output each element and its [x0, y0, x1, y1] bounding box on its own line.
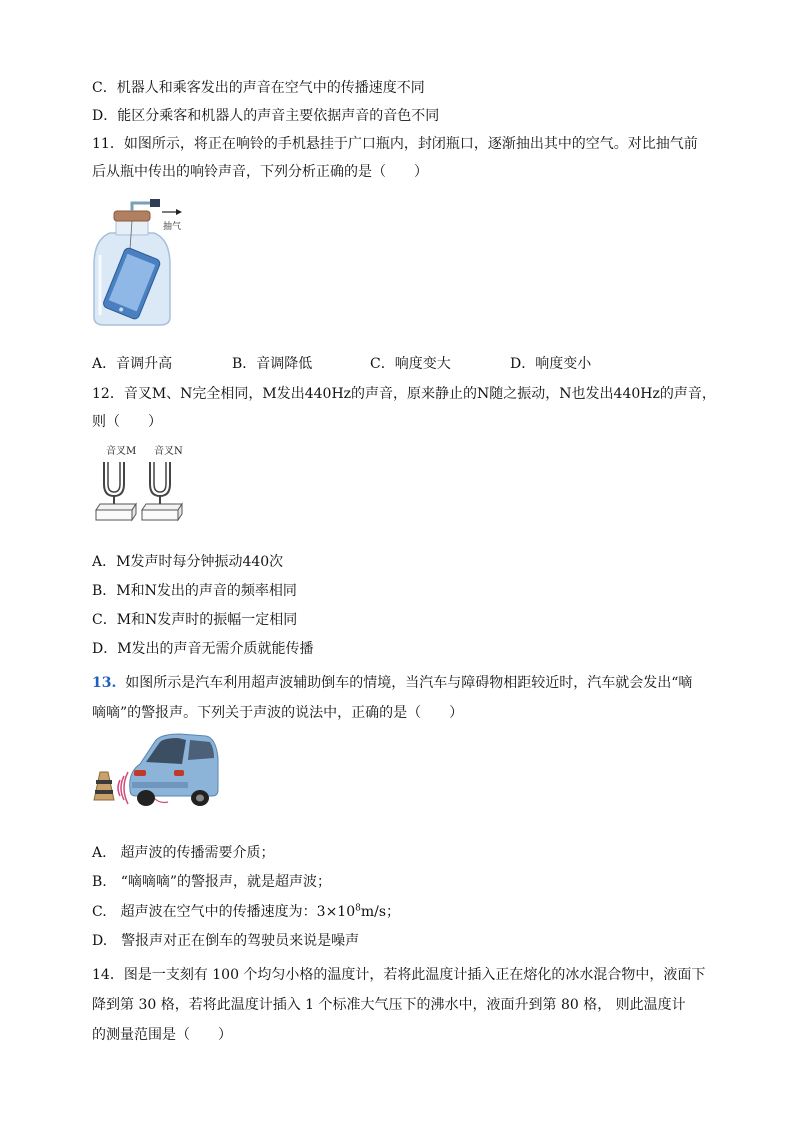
q12-stem-line2: 则（ ）: [92, 414, 162, 430]
q11-option-d: D．响度变小: [510, 356, 592, 372]
q11-stem-line1: 11．如图所示，将正在响铃的手机悬挂于广口瓶内，封闭瓶口，逐渐抽出其中的空气。对比抽气前: [92, 136, 698, 152]
q10-option-c: C．机器人和乘客发出的声音在空气中的传播速度不同: [92, 80, 425, 96]
q13-number: 13.: [92, 675, 117, 691]
fork-n-label: 音叉N: [154, 446, 183, 457]
q12-option-d: D．M发出的声音无需介质就能传播: [92, 641, 314, 657]
q13-stem-line2: 嘀嘀”的警报声。下列关于声波的说法中，正确的是（ ）: [92, 705, 464, 721]
tuning-forks-figure: [92, 442, 192, 526]
q13-option-a: A. 超声波的传播需要介质；: [92, 845, 275, 861]
q13-option-c-exponent: 8: [355, 903, 361, 914]
q13-option-c: [92, 902, 400, 922]
q11-option-b: B．音调降低: [232, 356, 313, 372]
fork-m-label: 音叉M: [106, 446, 137, 457]
q10-option-d: D．能区分乘客和机器人的声音主要依据声音的音色不同: [92, 108, 440, 124]
q13-option-d: D. 警报声对正在倒车的驾驶员来说是噪声: [92, 933, 360, 949]
q14-stem-line3: 的测量范围是（ ）: [92, 1027, 232, 1043]
q13-stem-line1: [92, 673, 692, 693]
q12-stem-line1: 12．音叉M、N完全相同，M发出440Hz的声音，原来静止的N随之振动，N也发出440Hz的声音，: [92, 386, 716, 402]
q11-option-c: C．响度变大: [370, 356, 451, 372]
q11-stem-line2: 后从瓶中传出的响铃声音，下列分析正确的是（ ）: [92, 164, 428, 180]
q13-option-c-unit: m/s；: [360, 904, 401, 920]
q13-stem-text: 如图所示是汽车利用超声波辅助倒车的情境，当汽车与障碍物相距较近时，汽车就会发出“嘀: [125, 675, 693, 691]
q12-option-a: A．M发声时每分钟振动440次: [92, 554, 284, 570]
bell-jar-phone-figure: [90, 195, 190, 327]
q13-option-b: B. “嘀嘀嘀”的警报声，就是超声波；: [92, 874, 332, 890]
pump-out-label: 抽气: [163, 222, 182, 232]
reversing-car-figure: [90, 728, 220, 810]
q14-stem-line1: 14．图是一支刻有 100 个均匀小格的温度计，若将此温度计插入正在熔化的冰水混合物中，液面下: [92, 967, 706, 983]
q12-option-b: B．M和N发出的声音的频率相同: [92, 583, 297, 599]
q14-stem-line2: 降到第 30 格，若将此温度计插入 1 个标准大气压下的沸水中，液面升到第 80 格， 则此温度计: [92, 997, 686, 1013]
q12-option-c: C．M和N发声时的振幅一定相同: [92, 612, 298, 628]
q13-option-c-text: C. 超声波在空气中的传播速度为：3×10: [92, 904, 356, 920]
q11-option-a: A．音调升高: [92, 356, 173, 372]
